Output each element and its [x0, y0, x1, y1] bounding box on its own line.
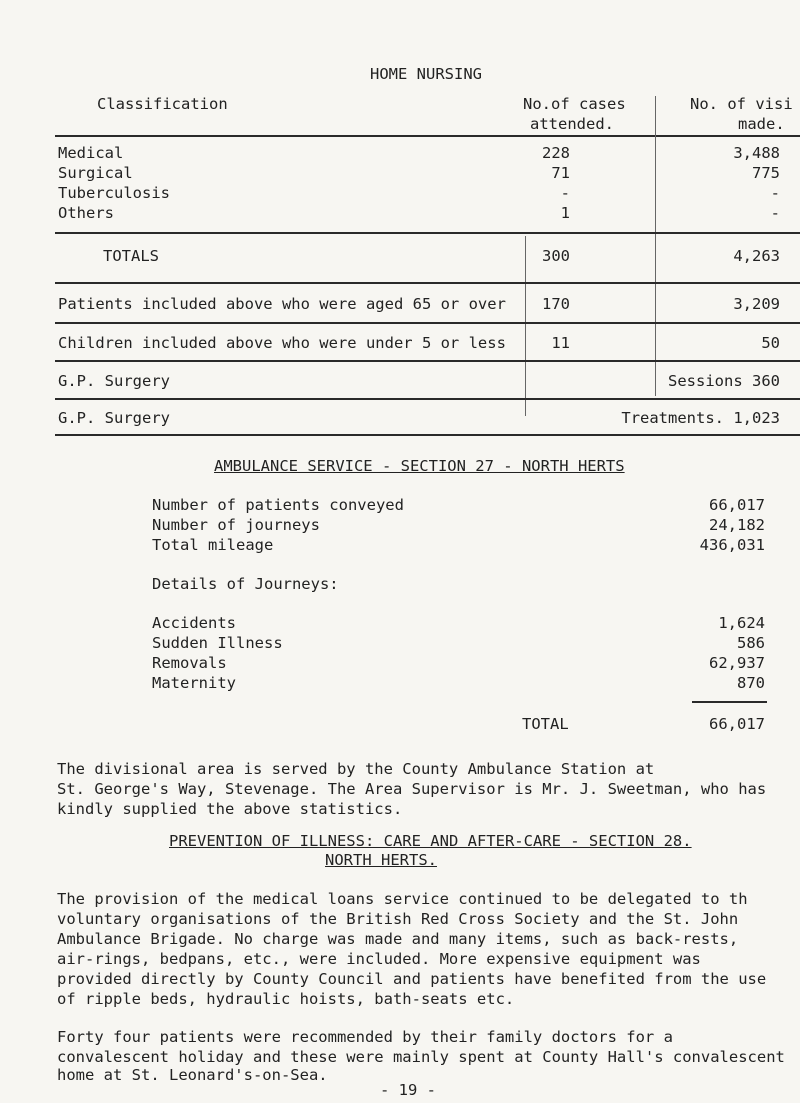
paragraph-line: air-rings, bedpans, etc., were included. More expensive equipment was [57, 950, 701, 968]
children-label: Children included above who were under 5 or less [58, 334, 506, 352]
row-cases: 228 [542, 144, 570, 162]
row-label: Medical [58, 144, 124, 162]
paragraph-line: Forty four patients were recommended by their family doctors for a [57, 1028, 673, 1046]
row-visits: 3,488 [733, 144, 780, 162]
detail-value: 586 [737, 634, 765, 652]
row-cases: 71 [551, 164, 570, 182]
totals-label: TOTALS [103, 247, 159, 265]
totals-cases: 300 [542, 247, 570, 265]
aged-cases: 170 [542, 295, 570, 313]
detail-value: 870 [737, 674, 765, 692]
rule [55, 232, 800, 234]
detail-label: Maternity [152, 674, 236, 692]
gp-sessions-label: G.P. Surgery [58, 372, 170, 390]
detail-label: Accidents [152, 614, 236, 632]
stat-label: Total mileage [152, 536, 274, 554]
detail-value: 1,624 [718, 614, 765, 632]
row-label: Surgical [58, 164, 133, 182]
stat-label: Number of patients conveyed [152, 496, 404, 514]
visits-header-1: No. of visi [690, 95, 793, 113]
prevention-title: PREVENTION OF ILLNESS: CARE AND AFTER-CARE - SECTION 28. [169, 832, 692, 850]
paragraph-line: The provision of the medical loans service continued to be delegated to th [57, 890, 748, 908]
stat-value: 436,031 [699, 536, 765, 554]
rule [55, 398, 800, 400]
paragraph-line: The divisional area is served by the County Ambulance Station at [57, 760, 655, 778]
total-label: TOTAL [522, 715, 569, 733]
paragraph-line: of ripple beds, hydraulic hoists, bath-seats etc. [57, 990, 515, 1008]
cases-header-2: attended. [530, 115, 614, 133]
row-visits: - [770, 184, 780, 202]
detail-label: Sudden Illness [152, 634, 283, 652]
total-value: 66,017 [709, 715, 765, 733]
column-divider [655, 96, 656, 396]
page-number: - 19 - [380, 1081, 436, 1099]
row-cases: 1 [560, 204, 570, 222]
paragraph-line: Ambulance Brigade. No charge was made and many items, such as back-rests, [57, 930, 739, 948]
paragraph-line: voluntary organisations of the British Red Cross Society and the St. John [57, 910, 739, 928]
row-visits: 775 [752, 164, 780, 182]
details-heading: Details of Journeys: [152, 575, 339, 593]
prevention-subtitle: NORTH HERTS. [325, 851, 437, 869]
aged-visits: 3,209 [733, 295, 780, 313]
cases-header-1: No.of cases [523, 95, 626, 113]
rule [55, 360, 800, 362]
stat-value: 66,017 [709, 496, 765, 514]
rule [55, 282, 800, 284]
paragraph-line: kindly supplied the above statistics. [57, 800, 403, 818]
gp-treatments-value: Treatments. 1,023 [621, 409, 780, 427]
paragraph-line: home at St. Leonard's-on-Sea. [57, 1066, 328, 1084]
gp-sessions-value: Sessions 360 [668, 372, 780, 390]
header-rule [55, 135, 800, 137]
home-nursing-title: HOME NURSING [370, 65, 482, 83]
row-label: Tuberculosis [58, 184, 170, 202]
children-visits: 50 [761, 334, 780, 352]
ambulance-title: AMBULANCE SERVICE - SECTION 27 - NORTH HERTS [214, 457, 625, 475]
paragraph-line: convalescent holiday and these were mainly spent at County Hall's convalescent [57, 1048, 785, 1066]
row-cases: - [560, 184, 570, 202]
rule [55, 322, 800, 324]
totals-visits: 4,263 [733, 247, 780, 265]
gp-treatments-label: G.P. Surgery [58, 409, 170, 427]
row-visits: - [770, 204, 780, 222]
row-label: Others [58, 204, 114, 222]
classification-header: Classification [97, 95, 228, 113]
stat-value: 24,182 [709, 516, 765, 534]
detail-label: Removals [152, 654, 227, 672]
paragraph-line: St. George's Way, Stevenage. The Area Supervisor is Mr. J. Sweetman, who has [57, 780, 767, 798]
stat-label: Number of journeys [152, 516, 320, 534]
detail-value: 62,937 [709, 654, 765, 672]
visits-header-2: made. [738, 115, 785, 133]
paragraph-line: provided directly by County Council and patients have benefited from the use [57, 970, 767, 988]
children-cases: 11 [551, 334, 570, 352]
aged-label: Patients included above who were aged 65 or over [58, 295, 506, 313]
rule [55, 434, 800, 436]
total-rule [692, 701, 767, 703]
